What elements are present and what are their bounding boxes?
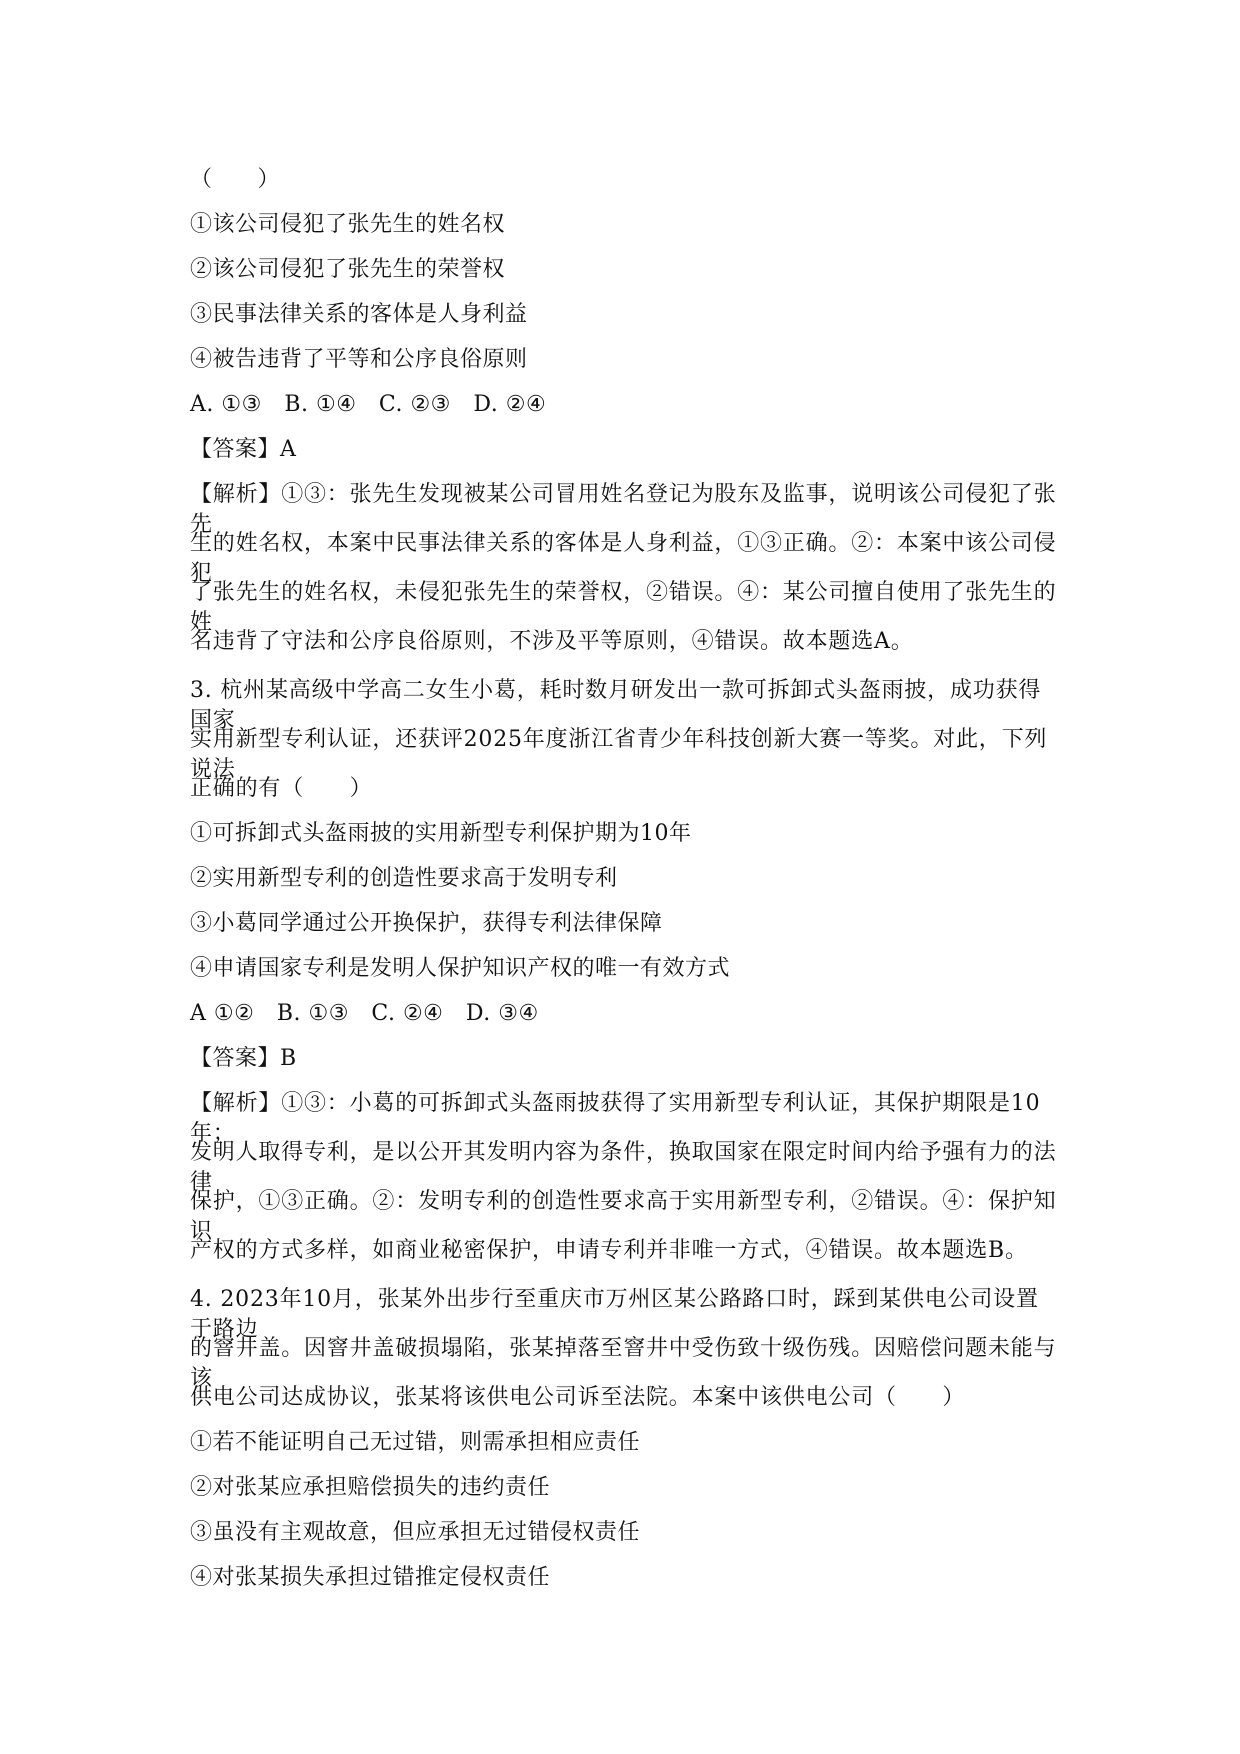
q3-analysis-line-3: 保护，①③正确。②：发明专利的创造性要求高于实用新型专利，②错误。④：保护知识 bbox=[190, 1189, 1057, 1244]
q3-stem-line-1: 3. 杭州某高级中学高二女生小葛，耗时数月研发出一款可拆卸式头盔雨披，成功获得国家 bbox=[190, 678, 1042, 733]
q3-analysis-line-4: 产权的方式多样，如商业秘密保护，申请专利并非唯一方式，④错误。故本题选B。 bbox=[190, 1238, 1028, 1263]
q4-stem-line-1: 4. 2023年10月，张某外出步行至重庆市万州区某公路路口时，踩到某供电公司设置于路边 bbox=[190, 1287, 1039, 1342]
q2-option-4: ④被告违背了平等和公序良俗原则 bbox=[190, 347, 528, 372]
q4-option-2: ②对张某应承担赔偿损失的违约责任 bbox=[190, 1475, 551, 1500]
q2-option-2: ②该公司侵犯了张先生的荣誉权 bbox=[190, 257, 506, 282]
q2-option-1: ①该公司侵犯了张先生的姓名权 bbox=[190, 212, 506, 237]
q4-option-3: ③虽没有主观故意，但应承担无过错侵权责任 bbox=[190, 1520, 641, 1545]
q3-stem-line-3: 正确的有（ ） bbox=[190, 776, 373, 801]
q3-stem-line-2: 实用新型专利认证，还获评2025年度浙江省青少年科技创新大赛一等奖。对此，下列说法 bbox=[190, 727, 1048, 782]
q3-option-2: ②实用新型专利的创造性要求高于发明专利 bbox=[190, 866, 618, 891]
q2-option-3: ③民事法律关系的客体是人身利益 bbox=[190, 302, 528, 327]
q3-option-1: ①可拆卸式头盔雨披的实用新型专利保护期为10年 bbox=[190, 821, 692, 846]
q3-answer: 【答案】B bbox=[190, 1046, 297, 1071]
q3-analysis-line-2: 发明人取得专利，是以公开其发明内容为条件，换取国家在限定时间内给予强有力的法律 bbox=[190, 1140, 1057, 1195]
q2-analysis-line-3: 了张先生的姓名权，未侵犯张先生的荣誉权，②错误。④：某公司擅自使用了张先生的姓 bbox=[190, 580, 1057, 635]
q2-answer: 【答案】A bbox=[190, 437, 297, 462]
q2-analysis-line-2: 生的姓名权，本案中民事法律关系的客体是人身利益，①③正确。②：本案中该公司侵犯 bbox=[190, 531, 1057, 586]
q3-choices: A ①② B. ①③ C. ②④ D. ③④ bbox=[190, 1001, 539, 1026]
q3-analysis-line-1: 【解析】①③：小葛的可拆卸式头盔雨披获得了实用新型专利认证，其保护期限是10年； bbox=[190, 1091, 1041, 1146]
q2-choices: A. ①③ B. ①④ C. ②③ D. ②④ bbox=[190, 392, 547, 417]
q3-option-3: ③小葛同学通过公开换保护，获得专利法律保障 bbox=[190, 911, 663, 936]
q3-option-4: ④申请国家专利是发明人保护知识产权的唯一有效方式 bbox=[190, 956, 731, 981]
q2-analysis-line-1: 【解析】①③：张先生发现被某公司冒用姓名登记为股东及监事，说明该公司侵犯了张先 bbox=[190, 482, 1057, 537]
q4-option-4: ④对张某损失承担过错推定侵权责任 bbox=[190, 1565, 551, 1590]
q4-stem-line-2: 的窨井盖。因窨井盖破损塌陷，张某掉落至窨井中受伤致十级伤残。因赔偿问题未能与该 bbox=[190, 1336, 1057, 1391]
q4-stem-line-3: 供电公司达成协议，张某将该供电公司诉至法院。本案中该供电公司（ ） bbox=[190, 1385, 966, 1410]
q4-option-1: ①若不能证明自己无过错，则需承担相应责任 bbox=[190, 1430, 641, 1455]
q2-blank: （ ） bbox=[190, 167, 281, 192]
q2-analysis-line-4: 名违背了守法和公序良俗原则，不涉及平等原则，④错误。故本题选A。 bbox=[190, 629, 914, 654]
